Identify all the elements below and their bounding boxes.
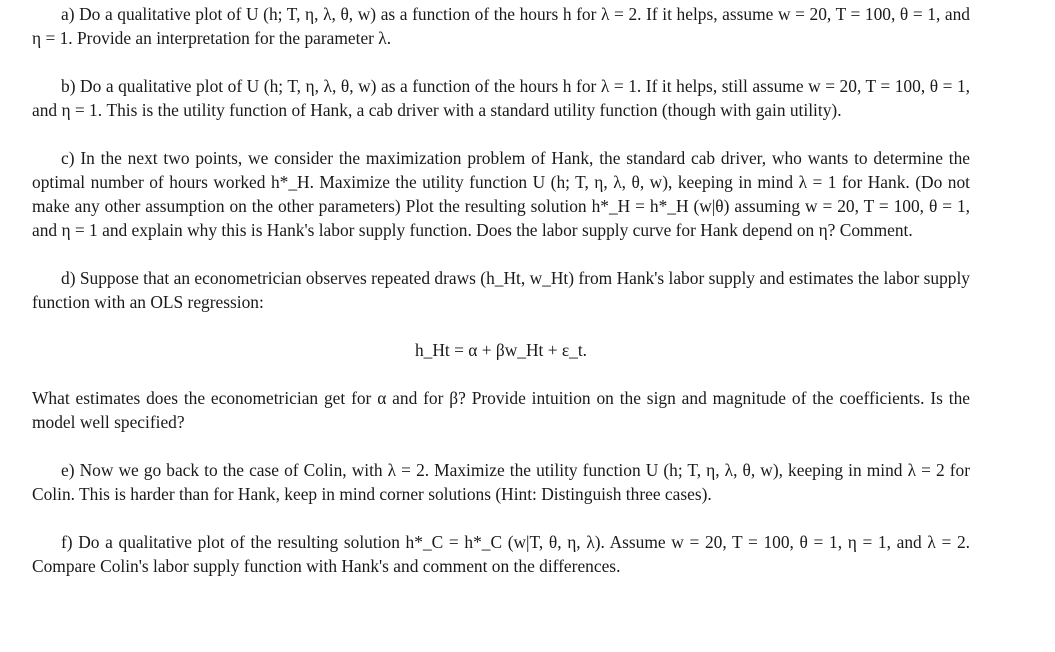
problem-f: [32, 530, 970, 578]
problem-f-text: f) Do a qualitative plot of the resulting solution h*_C = h*_C (w|T, θ, η, λ). Assume w = 20, T = 100, θ = 1, η = 1, and λ = 2. Compare Colin's labor supply function with Hank's and comment on the differences.: [32, 532, 970, 576]
problem-c: [32, 146, 970, 242]
problem-set: [32, 2, 970, 578]
regression-equation: [32, 338, 970, 362]
problem-d-text: d) Suppose that an econometrician observes repeated draws (h_Ht, w_Ht) from Hank's labor supply and estimates the labor supply function with an OLS regression:: [32, 268, 970, 312]
problem-d: [32, 266, 970, 314]
problem-b-text: b) Do a qualitative plot of U (h; T, η, λ, θ, w) as a function of the hours h for λ = 1. If it helps, still assume w = 20, T = 100, θ = 1, and η = 1. This is the utility function of Hank, a cab driver with a standard utility function (though with gain utility).: [32, 76, 970, 120]
problem-d-followup-text: What estimates does the econometrician get for α and for β? Provide intuition on the sign and magnitude of the coefficients. Is the model well specified?: [32, 388, 970, 432]
problem-a-text: a) Do a qualitative plot of U (h; T, η, λ, θ, w) as a function of the hours h for λ = 2. If it helps, assume w = 20, T = 100, θ = 1, and η = 1. Provide an interpretation for the parameter λ.: [32, 4, 970, 48]
problem-d-followup: [32, 386, 970, 434]
problem-e: [32, 458, 970, 506]
regression-equation-text: h_Ht = α + βw_Ht + ε_t.: [414, 340, 588, 360]
problem-e-text: e) Now we go back to the case of Colin, with λ = 2. Maximize the utility function U (h; T, η, λ, θ, w), keeping in mind λ = 2 for Colin. This is harder than for Hank, keep in mind corner solutions (Hint: Distinguish three cases).: [32, 460, 970, 504]
problem-a: [32, 2, 970, 50]
problem-b: [32, 74, 970, 122]
problem-c-text: c) In the next two points, we consider the maximization problem of Hank, the standard cab driver, who wants to determine the optimal number of hours worked h*_H. Maximize the utility function U (h; T, η, λ, θ, w), keeping in mind λ = 1 for Hank. (Do not make any other assumption on the other parameters) Plot the resulting solution h*_H = h*_H (w|θ) assuming w = 20, T = 100, θ = 1, and η = 1 and explain why this is Hank's labor supply function. Does the labor supply curve for Hank depend on η? Comment.: [32, 148, 970, 240]
